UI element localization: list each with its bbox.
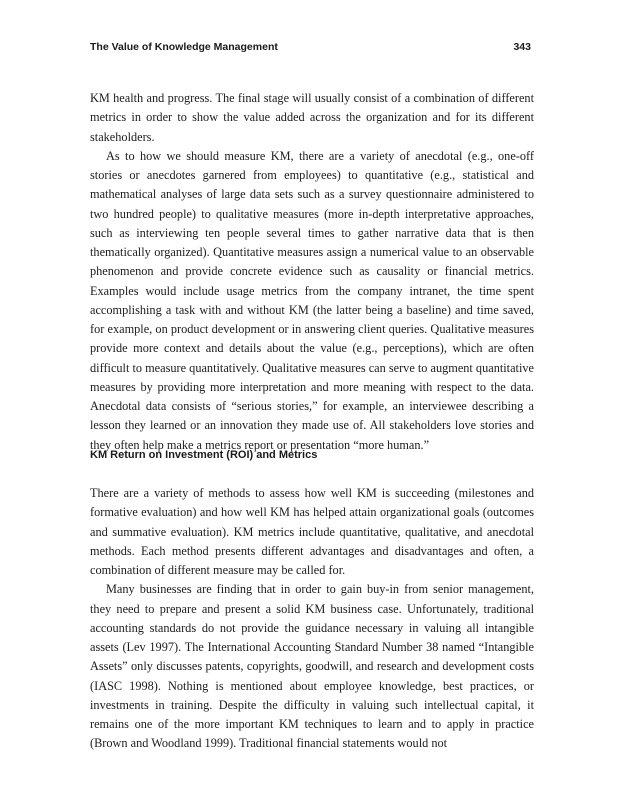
page-number: 343 bbox=[513, 41, 531, 53]
text-block-km-roi bbox=[90, 484, 534, 754]
paragraph-assessment-methods: There are a variety of methods to assess how well KM is succeeding (milestones and formative evaluation) and how well KM has helped attain organizational goals (outcomes and summative evaluation). KM metrics include quantitative, qualitative, and anecdotal methods. Each method presents different advantages and disadvantages and often, a combination of different measure may be called for. bbox=[90, 486, 534, 577]
paragraph-business-case: Many businesses are finding that in order to gain buy-in from senior management, they need to prepare and present a solid KM business case. Unfortunately, traditional accounting standards do not provide the guidance necessary in valuing all intangible assets (Lev 1997). The International Accounting Standard Number 38 named “Intangible Assets” only discusses patents, copyrights, goodwill, and research and development costs (IASC 1998). Nothing is mentioned about employee knowledge, best practices, or investments in training. Despite the difficulty in valuing such intellectual capital, it remains one of the more important KM techniques to learn and to apply in practice (Brown and Woodland 1999). Traditional financial statements would not bbox=[90, 582, 534, 751]
running-title: The Value of Knowledge Management bbox=[90, 41, 278, 53]
text-block-intro bbox=[90, 89, 534, 455]
paragraph-continuation: KM health and progress. The final stage will usually consist of a combination of different metrics in order to show the value added across the organization and for its different stakeholders. bbox=[90, 91, 534, 144]
running-header bbox=[90, 41, 533, 57]
section-heading-km-roi: KM Return on Investment (ROI) and Metrics bbox=[90, 449, 318, 461]
paragraph-measurement-types: As to how we should measure KM, there are a variety of anecdotal (e.g., one-off stories or anecdotes garnered from employees) to quantitative (e.g., statistical and mathematical analyses of large data sets such as a survey questionnaire administered to two hundred people) to qualitative measures (more in-depth interpretative approaches, such as interviewing ten people several times to gather narrative data that is then thematically organized). Quantitative measures assign a numerical value to an observable phenomenon and provide concrete evidence such as causality or financial metrics. Examples would include usage metrics from the company intranet, the time spent accomplishing a task with and without KM (the latter being a baseline) and time saved, for example, on product development or in answering client queries. Qualitative measures provide more context and details about the value (e.g., perceptions), which are often difficult to measure quantitatively. Qualitative measures can serve to augment quantitative measures by providing more interpretation and more meaning with respect to the data. Anecdotal data consists of “serious stories,” for example, an interviewee describing a lesson they learned or an innovation they made use of. All stakeholders love stories and they often help make a metrics report or presentation “more human.” bbox=[90, 148, 534, 452]
